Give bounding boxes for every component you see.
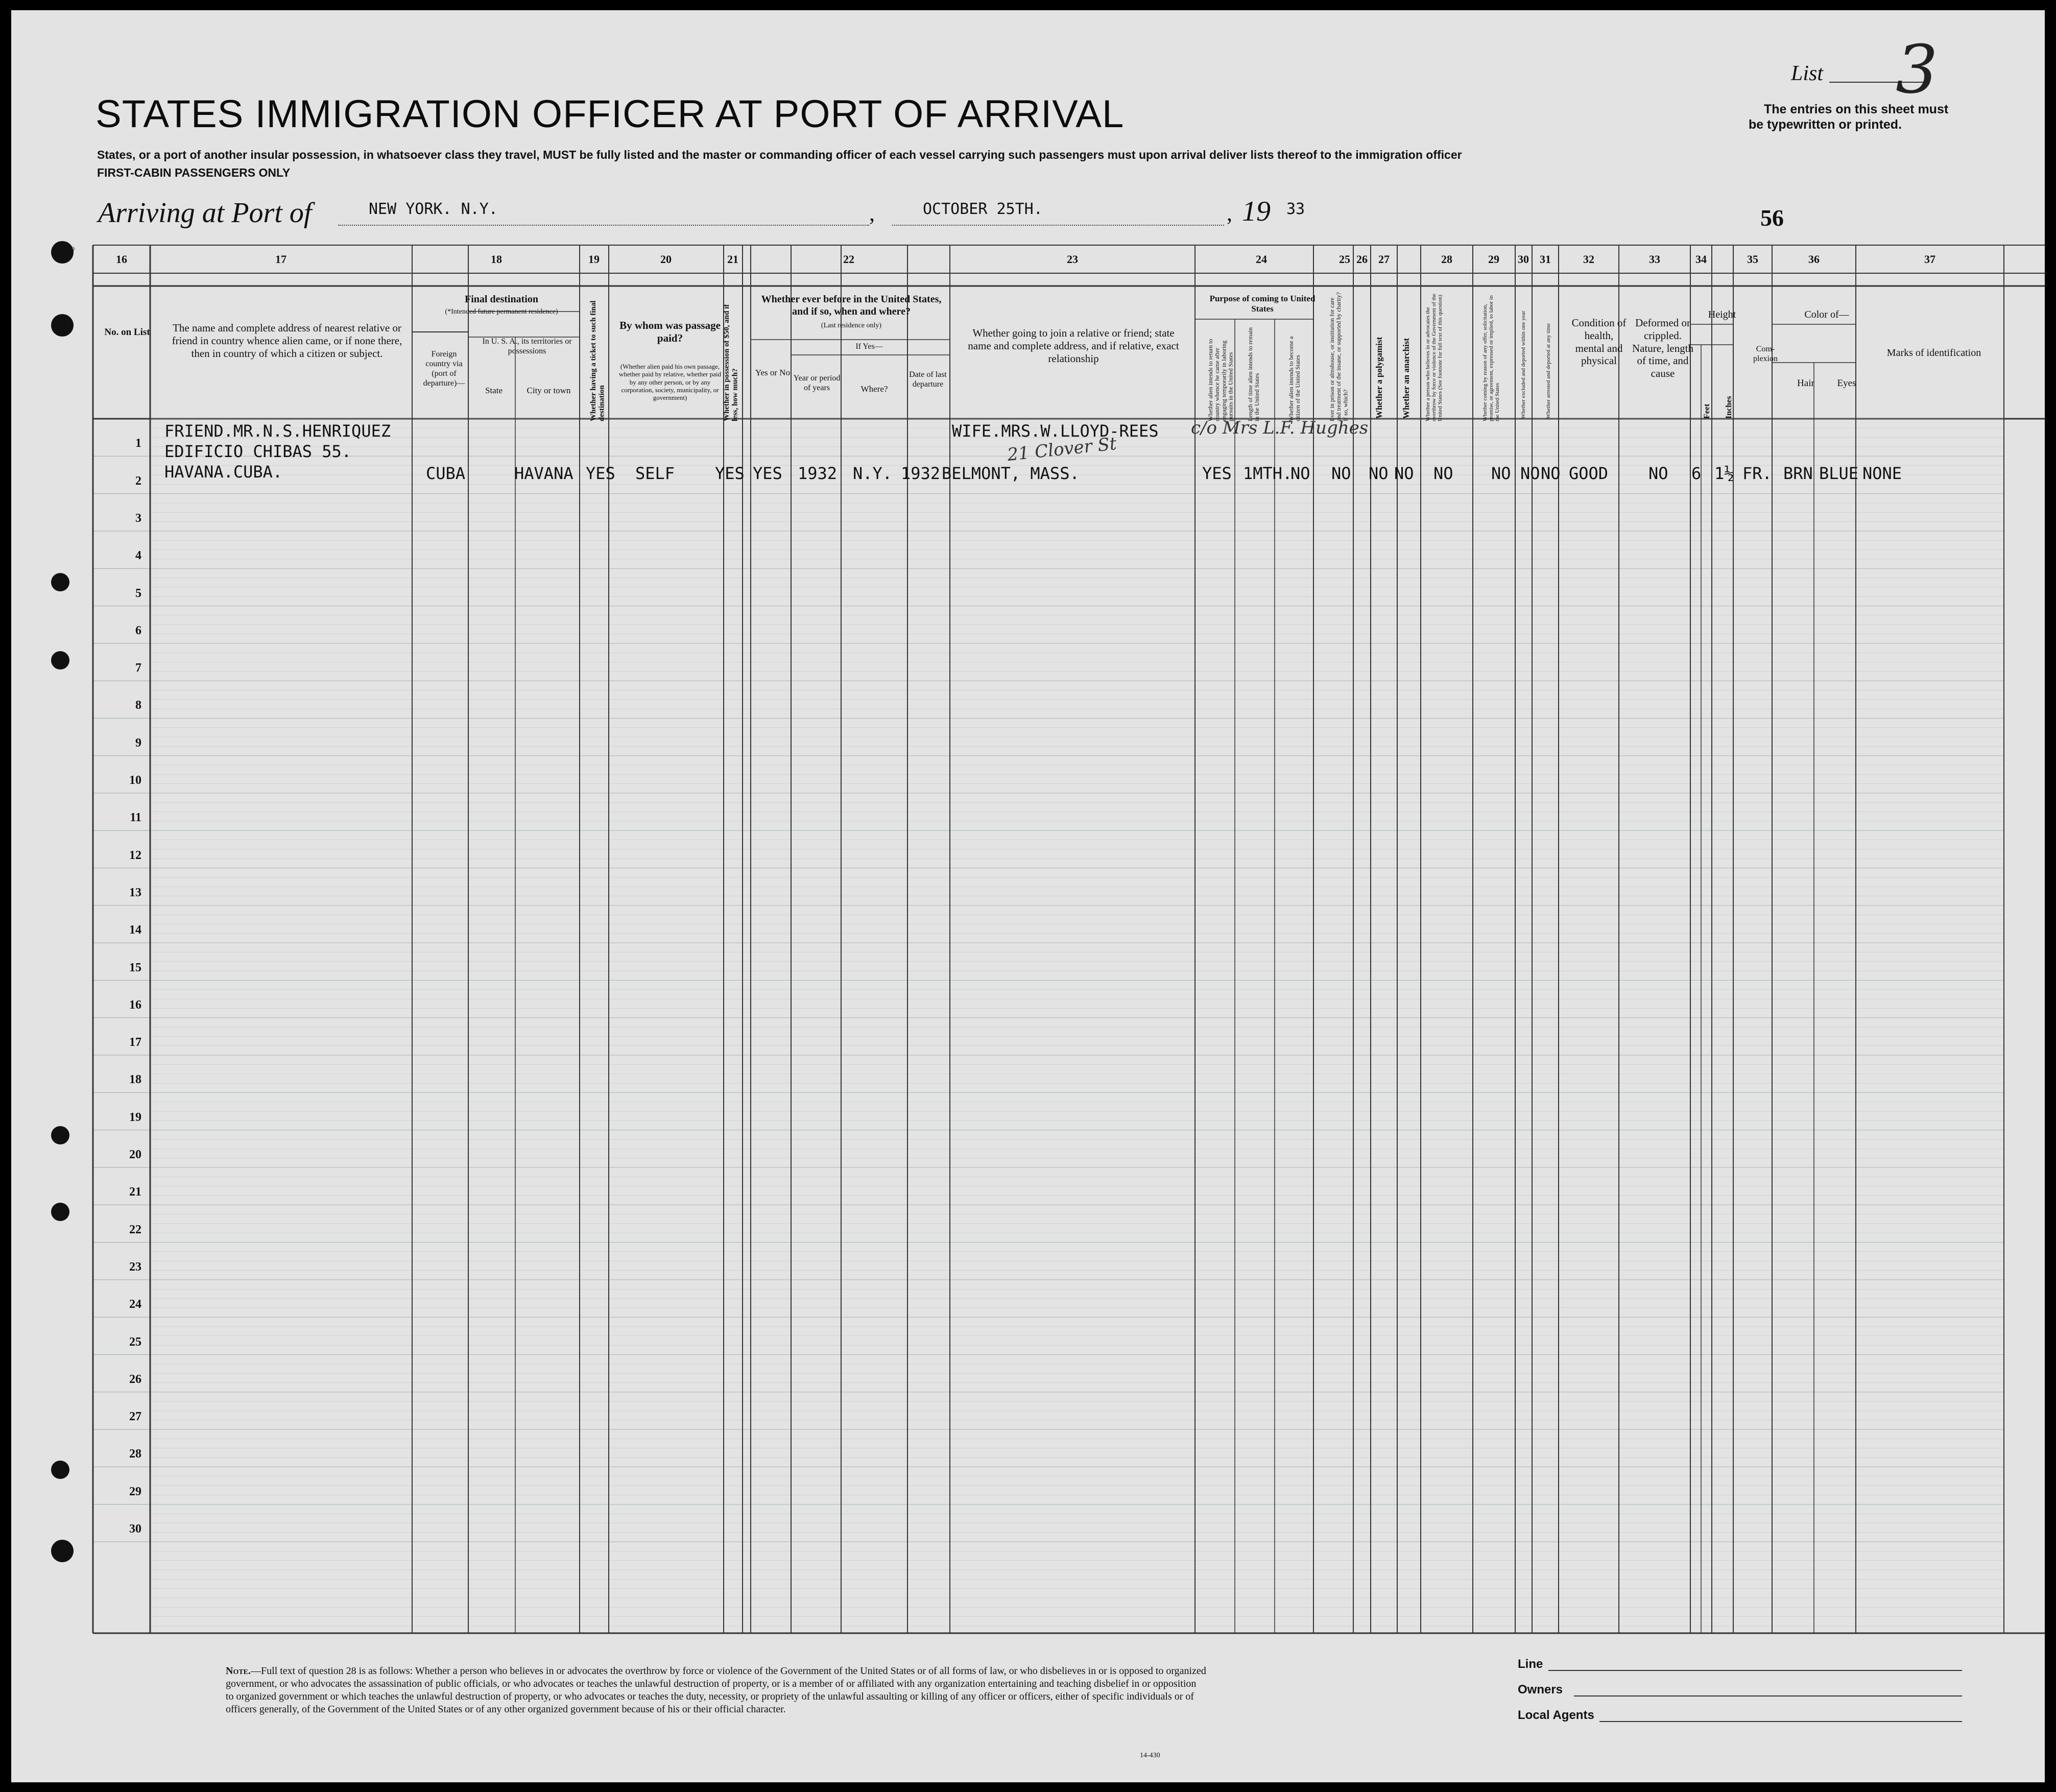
last-departure-value: 1932	[901, 464, 941, 483]
joining-line-1: WIFE.MRS.W.LLOYD-REES	[952, 421, 1159, 441]
row-number: 30	[129, 1522, 141, 1536]
column-number-19: 19	[588, 253, 600, 266]
column-number-17: 17	[275, 253, 286, 266]
heading-nearest-relative: The name and complete address of nearest relative or friend in country whence alien came, or if none there, then in country of which a citizen or subject.	[172, 322, 402, 360]
column-number-27: 27	[1378, 253, 1390, 266]
heading-eyes: Eyes	[1837, 378, 1856, 389]
form-code-footer: 14-430	[1140, 1752, 1160, 1759]
heading-by-whom-note: (Whether alien paid his own passage, whether paid by relative, whether paid by any other person, or by any corporation, society, municipality, or government)	[619, 363, 721, 402]
row-number: 15	[129, 961, 141, 974]
relative-line-1: FRIEND.MR.N.S.HENRIQUEZ	[164, 421, 391, 441]
relative-line-3: HAVANA.CUBA.	[164, 462, 283, 482]
owners-label: Owners	[1518, 1683, 1563, 1697]
q28-value: NO	[1433, 464, 1453, 483]
prison-value: NO	[1331, 464, 1351, 483]
heading-purpose-c: Whether alien intends to become a citizen of the United States	[1287, 336, 1302, 421]
city-value: HAVANA	[514, 464, 573, 483]
heading-polygamist: Whether a polygamist	[1374, 337, 1384, 419]
column-number-20: 20	[660, 253, 672, 266]
handwritten-address-2: 21 Clover St	[1006, 433, 1118, 466]
manifest-sheet	[11, 10, 2045, 1782]
heading-hair: Hair	[1797, 378, 1814, 389]
joining-line-2: BELMONT, MASS.	[942, 464, 1080, 483]
row-number: 10	[129, 774, 141, 787]
column-number-22: 22	[843, 253, 854, 266]
hair-value: BRN	[1783, 464, 1813, 483]
comma: ,	[869, 201, 875, 226]
year-prefix: 19	[1242, 196, 1271, 227]
polygamist-value: NO	[1369, 464, 1389, 483]
paid-by-value: SELF	[635, 464, 675, 483]
row-number: 11	[130, 811, 141, 825]
year-value: 1932	[798, 464, 838, 483]
page-title: STATES IMMIGRATION OFFICER AT PORT OF ARRIVAL	[95, 92, 1125, 136]
heading-prison: Ever in prison or almshouse, or institution for care and treatment of the insane, or supported by charity? If so, which?	[1328, 292, 1349, 421]
heading-if-yes: If Yes—	[855, 342, 883, 351]
port-value: NEW YORK. N.Y.	[369, 200, 498, 218]
heading-final-destination: Final destination	[465, 294, 538, 305]
row-number: 21	[129, 1185, 141, 1199]
column-number-33: 33	[1649, 253, 1660, 266]
arriving-label: Arriving at Port of	[98, 197, 312, 229]
owners-underline	[1574, 1695, 1962, 1697]
row-number: 13	[129, 886, 141, 899]
column-number-36: 36	[1808, 253, 1820, 266]
ever-before-value: YES	[753, 464, 782, 483]
heading-no-on-list: No. on List	[104, 327, 150, 338]
agents-underline	[1599, 1721, 1962, 1722]
row-number: 12	[129, 848, 141, 862]
typewritten-note-1: The entries on this sheet must	[1764, 102, 1949, 116]
heading-feet: Feet	[1703, 403, 1711, 419]
heading-in-usa: In U. S. A., its territories or possessions	[482, 337, 572, 355]
possession-value: YES	[715, 464, 745, 483]
health-value: GOOD	[1569, 464, 1609, 483]
deformed-value: NO	[1648, 464, 1668, 483]
row-number: 1	[135, 437, 141, 450]
relative-line-2: EDIFICIO CHIBAS 55.	[164, 442, 352, 461]
agents-label: Local Agents	[1518, 1708, 1594, 1722]
row-number: 26	[129, 1372, 141, 1386]
footnote	[226, 1665, 1206, 1716]
heading-yes-no: Yes or No	[755, 368, 791, 377]
cabin-class: FIRST-CABIN PASSENGERS ONLY	[97, 166, 291, 179]
inches-value: 1½	[1714, 464, 1734, 483]
column-number-37: 37	[1924, 253, 1935, 266]
row-number: 27	[129, 1410, 141, 1424]
year-suffix: 33	[1286, 200, 1305, 218]
row-number: 28	[129, 1447, 141, 1461]
heading-color-of: Color of—	[1804, 309, 1849, 320]
column-number-35: 35	[1747, 253, 1758, 266]
column-number-28: 28	[1441, 253, 1452, 266]
heading-purpose-b: Length of time alien intends to remain in the United States	[1247, 327, 1261, 421]
feet-value: 6	[1691, 464, 1702, 483]
heading-joining: Whether going to join a relative or friend; state name and complete address, and if relative, exact relationship	[968, 327, 1179, 365]
row-number: 5	[135, 586, 141, 600]
heading-last-departure: Date of last departure	[909, 370, 947, 389]
row-number: 25	[129, 1335, 141, 1349]
table-grid	[11, 10, 2045, 1782]
q30-value: NO	[1520, 464, 1540, 483]
heading-deformed: Deformed or crippled. Nature, length of time, and cause	[1632, 317, 1694, 380]
heading-state: State	[485, 386, 503, 395]
heading-last-residence: (Last residence only)	[821, 322, 882, 329]
heading-final-destination-note: (*Intended future permanent residence)	[445, 308, 558, 316]
heading-ticket: Whether having a ticket to such final destination	[589, 300, 606, 421]
row-number: 24	[129, 1298, 141, 1311]
row-number: 4	[135, 549, 141, 563]
ticket-value: YES	[586, 464, 615, 483]
list-number: 3	[1896, 31, 1938, 108]
row-number: 17	[129, 1036, 141, 1049]
heading-height: Height	[1708, 309, 1736, 320]
row-number: 2	[135, 474, 141, 488]
row-number: 19	[129, 1110, 141, 1124]
heading-possession-50: Whether in possession of $50, and if less, how much?	[723, 304, 739, 421]
column-number-26: 26	[1356, 253, 1368, 266]
date-value: OCTOBER 25TH.	[923, 200, 1043, 218]
column-number-30: 30	[1518, 253, 1529, 266]
heading-inches: Inches	[1725, 396, 1733, 419]
row-number: 14	[129, 923, 141, 937]
heading-marks: Marks of identification	[1886, 347, 1981, 359]
heading-complexion: Com-plexion	[1753, 345, 1778, 363]
citizen-value: NO	[1290, 464, 1310, 483]
handwritten-address-1: c/o Mrs L.F. Hughes	[1191, 418, 1369, 438]
list-label: List	[1791, 62, 1824, 85]
column-number-25: 25	[1339, 253, 1350, 266]
heading-foreign-country: Foreign country via (port of departure)—	[423, 350, 465, 388]
q31-value: NO	[1541, 464, 1561, 483]
heading-q29: Whether coming by reason of any offer, solicitation, promise, or agreement, expressed or implied, to labor in the United States	[1482, 295, 1501, 421]
row-number: 18	[129, 1073, 141, 1087]
row-number: 23	[129, 1260, 141, 1274]
marks-value: NONE	[1862, 464, 1902, 483]
line-underline	[1548, 1670, 1962, 1671]
row-number: 8	[135, 699, 141, 712]
heading-purpose: Purpose of coming to United States	[1209, 294, 1316, 314]
row-number: 6	[135, 624, 141, 637]
column-number-29: 29	[1488, 253, 1499, 266]
comma-2: ,	[1227, 201, 1232, 226]
foreign-country-value: CUBA	[426, 464, 466, 483]
line-label: Line	[1518, 1657, 1543, 1671]
q29-value: NO	[1491, 464, 1511, 483]
complexion-value: FR.	[1742, 464, 1772, 483]
column-number-24: 24	[1256, 253, 1267, 266]
row-number: 22	[129, 1223, 141, 1236]
column-number-18: 18	[491, 253, 502, 266]
heading-purpose-a: Whether alien intends to return to country whence he came after engaging temporarily in laboring pursuits in the United States	[1207, 339, 1234, 421]
row-number: 9	[135, 736, 141, 750]
column-number-32: 32	[1583, 253, 1594, 266]
row-number: 20	[129, 1148, 141, 1161]
column-number-21: 21	[727, 253, 738, 266]
row-number: 7	[135, 661, 141, 675]
anarchist-value: NO	[1394, 464, 1414, 483]
where-value: N.Y.	[853, 464, 893, 483]
column-number-34: 34	[1695, 253, 1707, 266]
typewritten-note-2: be typewritten or printed.	[1749, 117, 1902, 132]
column-number-31: 31	[1540, 253, 1551, 266]
heading-city: City or town	[527, 386, 571, 395]
page-number: 56	[1760, 205, 1784, 231]
heading-q30: Whether excluded and deported within one year	[1520, 310, 1526, 419]
footnote-head: Note.	[226, 1665, 251, 1677]
column-number-16: 16	[116, 253, 127, 266]
eyes-value: BLUE	[1819, 464, 1859, 483]
heading-anarchist: Whether an anarchist	[1401, 338, 1411, 419]
footnote-text: —Full text of question 28 is as follows: Whether a person who believes in or advocates the overthrow by force or violence of the Government of the United States or of all forms of law, or who disbelieves in or is opposed to organized government, or who advocates the assassination of public officials, or who advocates or teaches the unlawful destruction of property, or is a member of or affiliated with any organization entertaining and teaching disbelief in or opposition to organized government or which teaches the unlawful destruction of property, or who advocates or teaches the duty, necessity, or propriety of the unlawful assaulting or killing of any officer or officers, either of specific individuals or of officers generally, of the Government of the United States or of any other organized government because of his or their official character.	[226, 1665, 1206, 1715]
heading-where: Where?	[860, 384, 888, 394]
instructions: States, or a port of another insular possession, in whatsoever class they travel, MUST be fully listed and the master or commanding officer of each vessel carrying such passengers must upon arrival deliver lists thereof to the immigration officer	[97, 148, 1462, 161]
heading-by-whom: By whom was passage paid?	[619, 319, 721, 344]
heading-q31: Whether arrested and deported at any time	[1545, 323, 1551, 419]
heading-ever-before: Whether ever before in the United States, and if so, when and where?	[761, 294, 942, 317]
length-stay-value: 1MTH.	[1243, 464, 1293, 483]
form-code-top: 14-430	[57, 245, 75, 252]
heading-year-period: Year or period of years	[793, 374, 841, 392]
purpose-return-value: YES	[1202, 464, 1232, 483]
column-number-23: 23	[1067, 253, 1078, 266]
heading-health: Condition of health, mental and physical	[1571, 317, 1627, 367]
row-number: 16	[129, 998, 141, 1012]
row-number: 3	[135, 511, 141, 525]
heading-q28: Whether a person who believes in or advocates the overthrow by force or violence of the Government of the United States (See footnote for full text of this question)	[1425, 293, 1444, 421]
row-number: 29	[129, 1485, 141, 1498]
